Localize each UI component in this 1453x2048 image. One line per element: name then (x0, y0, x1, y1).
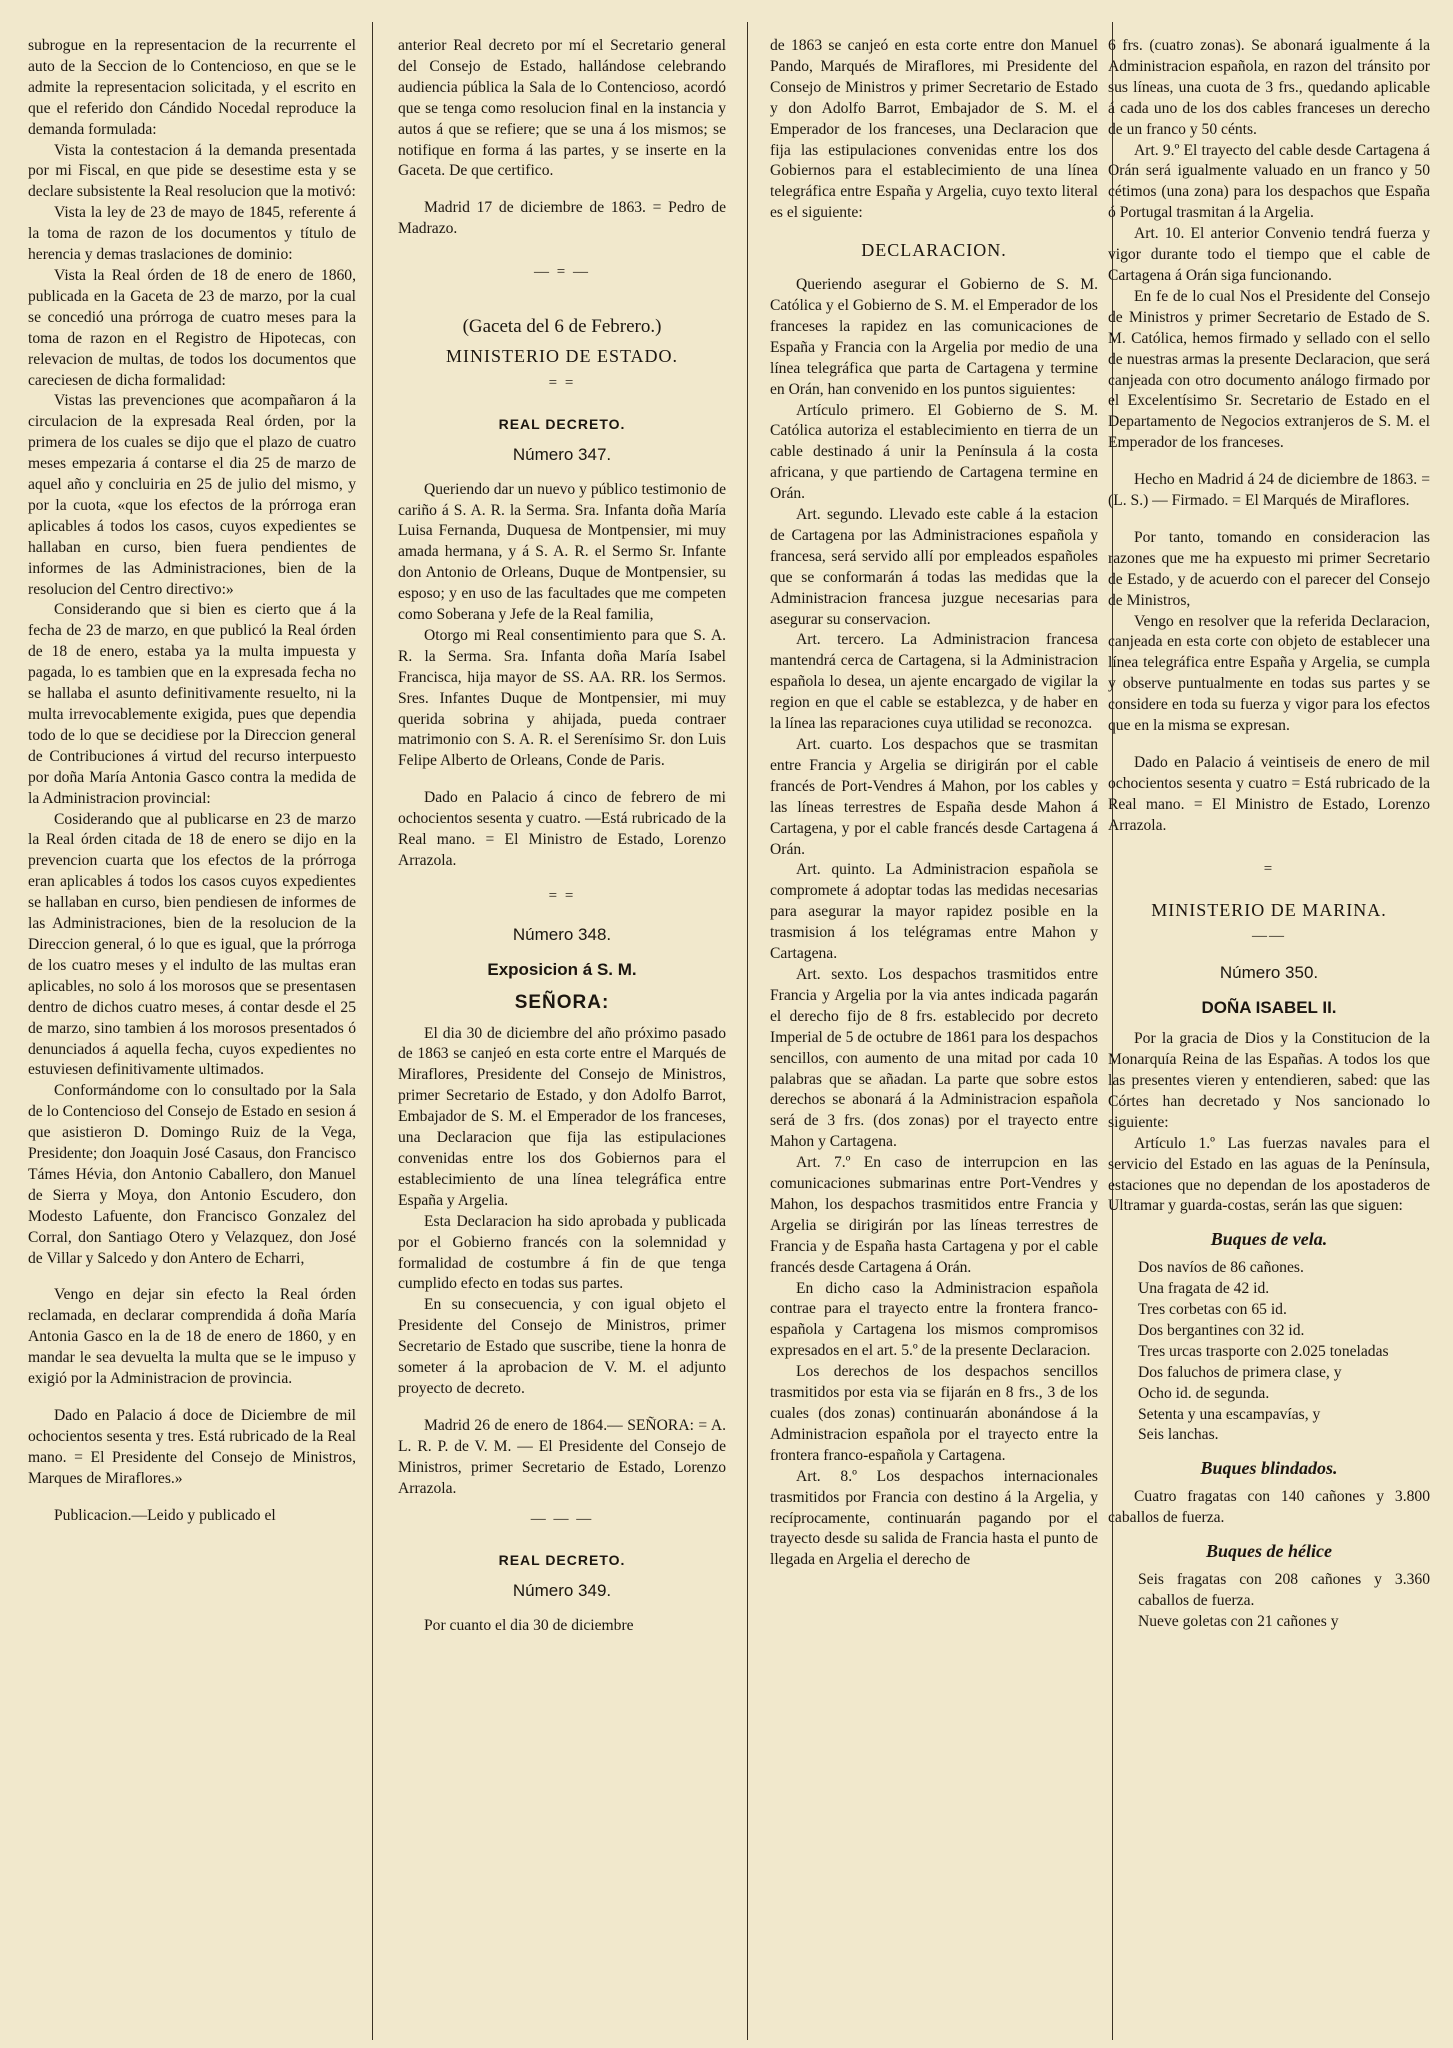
paragraph: 6 frs. (cuatro zonas). Se abonará igualmente á la Administracion española, en razon del tránsito por sus líneas, una cuota de 3 frs., quedando aplicable á cada uno de los dos cables franceses un derecho de un franco y 50 cénts. (1108, 37, 1430, 138)
paragraph: Los derechos de los despachos sencillos trasmitidos por esta via se fijarán en 8 frs., 3 de los cuales (dos zonas) continuarán abonándose á la Administracion española por el trayecto entre la frontera franco-española y Cartagena. (770, 1363, 1098, 1464)
paragraph: Queriendo asegurar el Gobierno de S. M. Católica y el Gobierno de S. M. el Emperador de los franceses la rapidez en las comunicaciones de España y Francia con la Argelia por medio de una línea telegráfica que parta de Cartagena y termine en Orán, han convenido en los puntos siguientes: (770, 276, 1098, 398)
salutation: SEÑORA: (514, 991, 610, 1013)
column-rule (372, 22, 373, 2040)
paragraph: En dicho caso la Administracion española contrae para el trayecto entre la frontera franco-española y Cartagena los mismos compromisos expresados en el art. 5.º de la presente Declaracion. (770, 1279, 1098, 1360)
paragraph: Por tanto, tomando en consideracion las razones que me ha expuesto mi primer Secretario de Estado, y de acuerdo con el parecer del Consejo de Ministros, (1108, 528, 1430, 609)
paragraph: subrogue en la representacion de la recurrente el auto de la Seccion de lo Contencioso, en que se le admite la representacion solicitada, y el escrito en que el referido don Cándido Nocedal reproduce la demanda formulada: (28, 37, 356, 138)
paragraph: Otorgo mi Real consentimiento para que S. A. R. la Serma. Sra. Infanta doña María Isabel Francisca, hija mayor de SS. AA. RR. los Sermos. Sres. Infantes Duque de Montpensier, mi muy querida sobrina y ahijada, pueda contraer matrimonio con S. A. R. el Serenísimo Sr. don Luis Felipe Alberto de Orleans, Conde de Paris. (398, 626, 726, 770)
separator: —— (1252, 928, 1286, 945)
column-3 (770, 36, 1098, 1571)
paragraph: Cuatro fragatas con 140 cañones y 3.800 caballos de fuerza. (1108, 1488, 1430, 1527)
section-heading: Buques de hélice (1206, 1541, 1332, 1562)
column-4 (1108, 36, 1430, 1633)
signature-line: Madrid 17 de diciembre de 1863. = Pedro de Madrazo. (398, 199, 726, 238)
decree-heading: REAL DECRETO. (498, 1552, 626, 1569)
gazette-date: (Gaceta del 6 de Febrero.) (462, 316, 662, 338)
separator: = = (548, 374, 576, 391)
paragraph: Conformándome con lo consultado por la Sala de lo Contencioso del Consejo de Estado en sesion á que asistieron D. Domingo Ruiz de la Vega, Presidente; don Joaquin José Casaus, don Francisco Támes Hévia, don Antonio Caballero, don Manuel de Sierra y Moya, don Antonio Escudero, don Modesto Lafuente, don Francisco Gonzalez del Corral, don Santiago Otero y Velazquez, don José de Villar y Salcedo y don Antero de Echarri, (28, 1082, 356, 1267)
separator: — — — (530, 1511, 594, 1528)
ship-list (1108, 1570, 1430, 1633)
paragraph: Considerando que si bien es cierto que á la fecha de 23 de marzo, en que publicó la Real órden de 18 de enero, estaba ya la multa impuesta y pagada, lo es tambien que en la expresada fecha no se hallaba el asunto definitivamente resuelto, ni la multa irrevocablemente exigida, pues que dependia todo de lo que se decidiese por la Direccion general de Contribuciones á virtud del recurso interpuesto por doña María Antonia Gasco contra la medida de la Administracion provincial: (28, 601, 356, 807)
list-item: Nueve goletas con 21 cañones y (1138, 1612, 1339, 1630)
paragraph: Vista la ley de 23 de mayo de 1845, referente á la toma de razon de los documentos y título de herencia y demas traslaciones de dominio: (28, 204, 356, 264)
list-item: Tres corbetas con 65 id. (1138, 1301, 1287, 1319)
list-item: Seis lanchas. (1138, 1426, 1219, 1444)
paragraph: Art. cuarto. Los despachos que se trasmitan entre Francia y Argelia se dirigirán por el cable francés de Port-Vendres á Mahon, por los cables y las líneas terrestres de España desde Mahon á Cartagena, y por el cable francés desde Cartagena á Orán. (770, 736, 1098, 858)
paragraph: de 1863 se canjeó en esta corte entre don Manuel Pando, Marqués de Miraflores, mi Presidente del Consejo de Ministros y primer Secretario de Estado y don Adolfo Barrot, Embajador de S. M. el Emperador de los franceses, una Declaracion que fija las estipulaciones convenidas entre los dos Gobiernos para el establecimiento de una línea telegráfica entre España y Argelia, cuyo texto literal es el siguiente: (770, 37, 1098, 222)
paragraph: Por cuanto el dia 30 de diciembre (424, 1617, 634, 1635)
paragraph: Artículo 1.º Las fuerzas navales para el servicio del Estado en las aguas de la Península, estaciones que no dependan de los apostaderos de Ultramar y guarda-costas, serán las que siguen: (1108, 1134, 1430, 1215)
exposition-heading: Exposicion á S. M. (487, 959, 637, 979)
paragraph: anterior Real decreto por mí el Secretario general del Consejo de Estado, hallándose celebrando audiencia pública la Sala de lo Contencioso, acordó que se tenga como resolucion final en la instancia y autos á que se refiere; que se una á los mismos; se notifique en forma á las partes, y se inserte en la Gaceta. De que certifico. (398, 37, 726, 180)
section-heading: Buques de vela. (1210, 1229, 1328, 1250)
paragraph: Art. 7.º En caso de interrupcion en las comunicaciones submarinas entre Port-Vendres y Mahon, los despachos trasmitidos entre Francia y Argelia se dirigirán por las líneas terrestres de Francia y de España hasta Cartagena y por el cable francés desde Cartagena á Orán. (770, 1154, 1098, 1276)
list-item: Tres urcas trasporte con 2.025 toneladas (1138, 1342, 1389, 1360)
paragraph: Publicacion.—Leido y publicado el (54, 1506, 276, 1524)
paragraph: Dado en Palacio á doce de Diciembre de mil ochocientos sesenta y tres. Está rubricado de la Real mano. = El Presidente del Consejo de Ministros, Marques de Miraflores.» (28, 1407, 356, 1487)
column-2 (398, 36, 726, 1637)
decree-number: Número 348. (512, 924, 612, 944)
paragraph: Art. tercero. La Administracion francesa mantendrá cerca de Cartagena, si la Administracion española lo desea, un ajente encargado de vigilar la region en que el cable se establezca, y de haber en la línea las reparaciones cuya utilidad se reconozca. (770, 631, 1098, 733)
list-item: Setenta y una escampavías, y (1138, 1405, 1321, 1423)
paragraph: Por la gracia de Dios y la Constitucion de la Monarquía Reina de las Españas. A todos los que las presentes vieren y entendieren, sabed: que las Córtes han decretado y Nos sancionado lo siguiente: (1108, 1030, 1430, 1131)
separator: = (1263, 860, 1275, 877)
queen-heading: DOÑA ISABEL II. (1201, 998, 1337, 1018)
paragraph: Vengo en dejar sin efecto la Real órden reclamada, en declarar comprendida á doña María Antonia Gasco en la de 18 de enero de 1860, y en mandar le sea devuelta la multa que se le impuso y exigió por la Administracion de provincia. (28, 1286, 356, 1388)
paragraph: Art. 8.º Los despachos internacionales trasmitidos por Francia con destino á la Argelia, y recíprocamente, continuarán pagando por el trayecto desde su salida de Francia hasta el punto de llegada en Argelia el derecho de (770, 1467, 1098, 1569)
separator: = = (548, 887, 576, 904)
paragraph: Art. 10. El anterior Convenio tendrá fuerza y vigor durante todo el tiempo que el cable de Cartagena á Orán siga funcionando. (1108, 225, 1430, 284)
decree-heading: REAL DECRETO. (498, 415, 626, 432)
list-item: Una fragata de 42 id. (1138, 1280, 1270, 1298)
paragraph: Art. segundo. Llevado este cable á la estacion de Cartagena por las Administraciones española y francesa, será servido allí por empleados españoles que se conformarán á todas las medidas que la Administracion francesa juzgue necesarias para asegurar su conservacion. (770, 506, 1098, 628)
list-item: Dos faluchos de primera clase, y (1138, 1363, 1342, 1381)
ministry-heading: MINISTERIO DE MARINA. (1151, 899, 1387, 920)
paragraph: Madrid 26 de enero de 1864.— SEÑORA: = A. L. R. P. de V. M. — El Presidente del Consejo de Ministros, primer Secretario de Estado, Lorenzo Arrazola. (398, 1416, 726, 1497)
declaration-heading: DECLARACION. (861, 240, 1007, 261)
ship-list (1108, 1258, 1430, 1446)
decree-number: Número 347. (512, 444, 612, 464)
list-item: Ocho id. de segunda. (1138, 1384, 1270, 1402)
paragraph: Art. 9.º El trayecto del cable desde Cartagena á Orán será igualmente valuado en un franco y 50 cétimos (una zona) para los despachos que España ó Portugal trasmitan á la Argelia. (1108, 141, 1430, 222)
ministry-heading: MINISTERIO DE ESTADO. (445, 345, 679, 366)
paragraph: Cosiderando que al publicarse en 23 de marzo la Real órden citada de 18 de enero se dijo en la prevencion cuarta que los efectos de la prórroga eran aplicables á todos los casos cuyos expedientes se hallaban en curso, bien pendiesen de informes de las Administraciones, bien de la resolucion de la Direccion general, ó lo que es igual, que la prórroga de los cuatro meses y el indulto de las multas eran aplicables, no solo á los morosos que se presentasen dentro de dichos cuatro meses, á contar desde el 25 de marzo, sino tambien á los morosos presentados ó denunciados á aquella fecha, cuyos expedientes no estuviesen definitivamente ultimados. (28, 810, 356, 1079)
paragraph: En fe de lo cual Nos el Presidente del Consejo de Ministros y primer Secretario de Estado de S. M. Católica, hemos firmado y sellado con el sello de nuestras armas la presente Declaracion, que será canjeada con otro documento análogo firmado por el Excelentísimo Sr. Secretario de Estado en el Departamento de Negocios extranjeros de S. M. el Emperador de los franceses. (1108, 287, 1430, 452)
paragraph: Esta Declaracion ha sido aprobada y publicada por el Gobierno francés con la solemnidad y formalidad de costumbre á fin de que tenga cumplido efecto en todas sus partes. (398, 1212, 726, 1293)
list-item: Seis fragatas con 208 cañones y 3.360 caballos de fuerza. (1138, 1571, 1430, 1609)
column-rule (747, 22, 748, 2040)
paragraph: Queriendo dar un nuevo y público testimonio de cariño á S. A. R. la Serma. Sra. Infanta doña María Luisa Fernanda, Duquesa de Montpensier, mi muy amada hermana, y á S. A. R. el Sermo Sr. Infante don Antonio de Orleans, Duque de Montpensier, su esposo; y en uso de las facultades que me competen como Soberana y Jefe de la Real familia, (398, 480, 726, 624)
law-number: Número 350. (1219, 963, 1319, 983)
column-1 (28, 36, 356, 1527)
list-item: Dos bergantines con 32 id. (1138, 1321, 1305, 1339)
paragraph: Vengo en resolver que la referida Declaracion, canjeada en esta corte con objeto de establecer una línea telegráfica entre España y Argelia, se cumpla y observe puntualmente en todas sus partes y se considere en toda su fuerza y vigor para los efectos que en la misma se expresan. (1108, 612, 1430, 735)
paragraph: Vista la contestacion á la demanda presentada por mi Fiscal, en que pide se desestime esta y se declare subsistente la Real resolucion que la motivó: (28, 141, 356, 201)
separator: — = — (534, 264, 590, 281)
paragraph: Art. quinto. La Administracion española se compromete á adoptar todas las medidas necesarias para asegurar la mayor rapidez posible en la trasmision á los telégramas entre Mahon y Cartagena. (770, 861, 1098, 963)
section-heading: Buques blindados. (1200, 1458, 1338, 1479)
decree-number: Número 349. (512, 1581, 612, 1601)
paragraph: Hecho en Madrid á 24 de diciembre de 1863. = (L. S.) — Firmado. = El Marqués de Miraflores. (1108, 471, 1430, 510)
paragraph: Artículo primero. El Gobierno de S. M. Católica autoriza el establecimiento en tierra de un cable destinado á unir la Península á la costa africana, y que partiendo de Cartagena termine en Orán. (770, 401, 1098, 503)
paragraph: Vista la Real órden de 18 de enero de 1860, publicada en la Gaceta de 23 de marzo, por la cual se concedió una prórroga de cuatro meses para la toma de razon en el Registro de Hipotecas, con relevacion de multas, de todos los documentos que careciesen de dicha formalidad: (28, 266, 356, 389)
paragraph: Art. sexto. Los despachos trasmitidos entre Francia y Argelia por la via antes indicada pagarán el derecho fijo de 8 frs. establecido por decreto Imperial de 5 de octubre de 1861 para los despachos sencillos, con aumento de una mitad por cada 10 palabras que se añadan. La parte que sobre estos derechos se abonará á la Administracion española será de 3 frs. (dos zonas) por el trayecto entre Mahon y Cartagena. (770, 965, 1098, 1151)
paragraph: Dado en Palacio á veintiseis de enero de mil ochocientos sesenta y cuatro = Está rubricado de la Real mano. = El Ministro de Estado, Lorenzo Arrazola. (1108, 754, 1430, 834)
paragraph: En su consecuencia, y con igual objeto el Presidente del Consejo de Ministros, primer Secretario de Estado que suscribe, tiene la honra de someter á la aprobacion de V. M. el adjunto proyecto de decreto. (398, 1296, 726, 1397)
paragraph: El dia 30 de diciembre del año próximo pasado de 1863 se canjeó en esta corte entre el Marqués de Miraflores, Presidente del Consejo de Ministros, primer Secretario de Estado, y don Adolfo Barrot, Embajador de S. M. el Emperador de los franceses, una Declaracion que fija las estipulaciones convenidas entre los dos Gobiernos para el establecimiento de una línea telegráfica entre España y Argelia. (398, 1024, 726, 1209)
list-item: Dos navíos de 86 cañones. (1138, 1259, 1304, 1277)
paragraph: Vistas las prevenciones que acompañaron á la circulacion de la expresada Real órden, por la primera de los cuales se dijo que el plazo de cuatro meses empezaria á contarse el dia 25 de marzo de aquel año y concluiria en 25 de julio del mismo, y por la cuota, «que los efectos de la prórroga eran aplicables á todos los casos, cuyos expedientes se hallaban en curso, bien fuera pendientes de informes de las Administraciones, bien de la resolucion del Centro directivo:» (28, 392, 356, 598)
paragraph: Dado en Palacio á cinco de febrero de mi ochocientos sesenta y cuatro. —Está rubricado de la Real mano. = El Ministro de Estado, Lorenzo Arrazola. (398, 789, 726, 869)
